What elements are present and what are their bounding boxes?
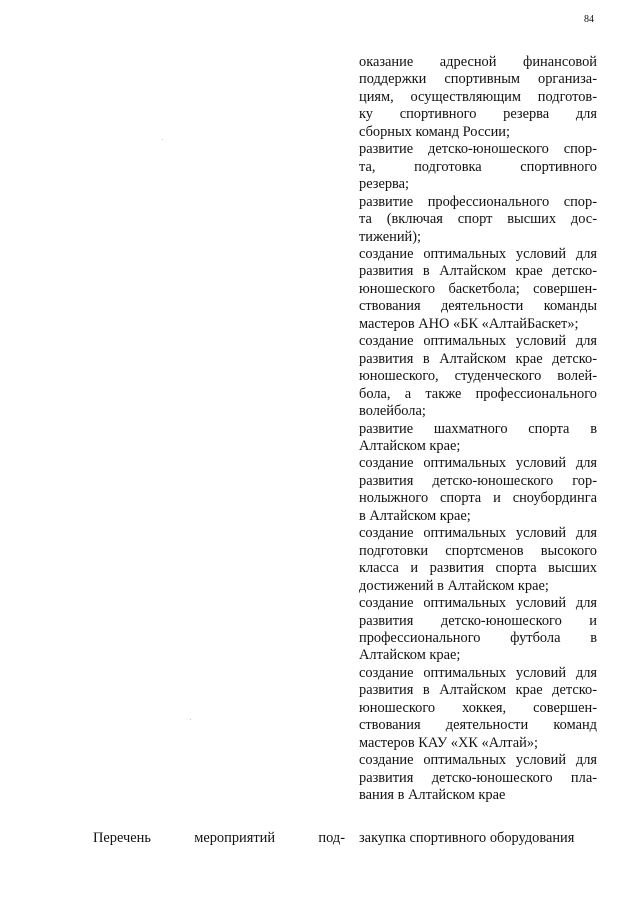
- text-line: создание оптимальных условий для: [359, 595, 597, 612]
- text-line: резерва;: [359, 176, 410, 193]
- text-line: развития детско-юношеского и: [359, 612, 597, 629]
- text-line: юношеского баскетбола; совершен-: [359, 280, 597, 297]
- text-line: бола, а также профессионального: [359, 385, 597, 402]
- text-line: класса и развития спорта высших: [359, 560, 597, 577]
- scan-speck: [162, 139, 163, 140]
- text-line: развития в Алтайском крае детско-: [359, 263, 597, 280]
- text-line: мастеров КАУ «ХК «Алтай»;: [359, 734, 539, 751]
- measure-item: [359, 333, 597, 420]
- table-row-label: Перечень мероприятий под-: [93, 830, 345, 846]
- measures-column: [359, 54, 597, 804]
- measure-item: [359, 141, 597, 193]
- text-line: профессионального футбола в: [359, 629, 597, 646]
- text-line: создание оптимальных условий для: [359, 455, 597, 472]
- measure-item: [359, 525, 597, 595]
- text-line: создание оптимальных условий для: [359, 752, 597, 769]
- measure-item: [359, 595, 597, 665]
- measure-item: [359, 194, 597, 246]
- text-line: ствования деятельности команд: [359, 717, 597, 734]
- text-line: развитие детско-юношеского спор-: [359, 141, 597, 158]
- text-line: развития детско-юношеского гор-: [359, 472, 597, 489]
- text-line: та (включая спорт высших дос-: [359, 211, 597, 228]
- text-line: волейбола;: [359, 403, 426, 420]
- text-line: создание оптимальных условий для: [359, 664, 597, 681]
- text-line: юношеского хоккея, совершен-: [359, 699, 597, 716]
- text-line: мастеров АНО «БК «АлтайБаскет»;: [359, 315, 579, 332]
- text-line: создание оптимальных условий для: [359, 525, 597, 542]
- text-line: вания в Алтайском крае: [359, 787, 506, 804]
- text-line: поддержки спортивным организа-: [359, 71, 597, 88]
- text-line: оказание адресной финансовой: [359, 54, 597, 70]
- measure-item: [359, 752, 597, 804]
- text-line: развития в Алтайском крае детско-: [359, 682, 597, 699]
- measure-item: [359, 455, 597, 525]
- text-line: развитие шахматного спорта в: [359, 420, 597, 437]
- text-line: ствования деятельности команды: [359, 298, 597, 315]
- text-line: Алтайском крае;: [359, 437, 461, 454]
- text-line: циям, осуществляющим подготов-: [359, 88, 597, 105]
- text-line: сборных команд России;: [359, 123, 511, 140]
- text-line: развитие профессионального спор-: [359, 193, 597, 210]
- text-line: развития в Алтайском крае детско-: [359, 350, 597, 367]
- measure-item: [359, 665, 597, 752]
- scan-speck: [190, 719, 191, 720]
- text-line: тижений);: [359, 228, 422, 245]
- text-line: развития детско-юношеского пла-: [359, 769, 597, 786]
- text-line: подготовки спортсменов высокого: [359, 542, 597, 559]
- measure-item: [359, 421, 597, 456]
- text-line: та, подготовка спортивного: [359, 158, 597, 175]
- text-line: достижений в Алтайском крае;: [359, 577, 549, 594]
- measure-item: [359, 54, 597, 141]
- measure-item: [359, 246, 597, 333]
- text-line: юношеского, студенческого волей-: [359, 368, 597, 385]
- table-row-value: закупка спортивного оборудования: [359, 830, 575, 846]
- text-line: создание оптимальных условий для: [359, 333, 597, 350]
- text-line: в Алтайском крае;: [359, 507, 471, 524]
- text-line: Алтайском крае;: [359, 647, 461, 664]
- text-line: создание оптимальных условий для: [359, 245, 597, 262]
- text-line: ку спортивного резерва для: [359, 106, 597, 123]
- page-number: 84: [584, 14, 594, 25]
- text-line: нолыжного спорта и сноубординга: [359, 490, 597, 507]
